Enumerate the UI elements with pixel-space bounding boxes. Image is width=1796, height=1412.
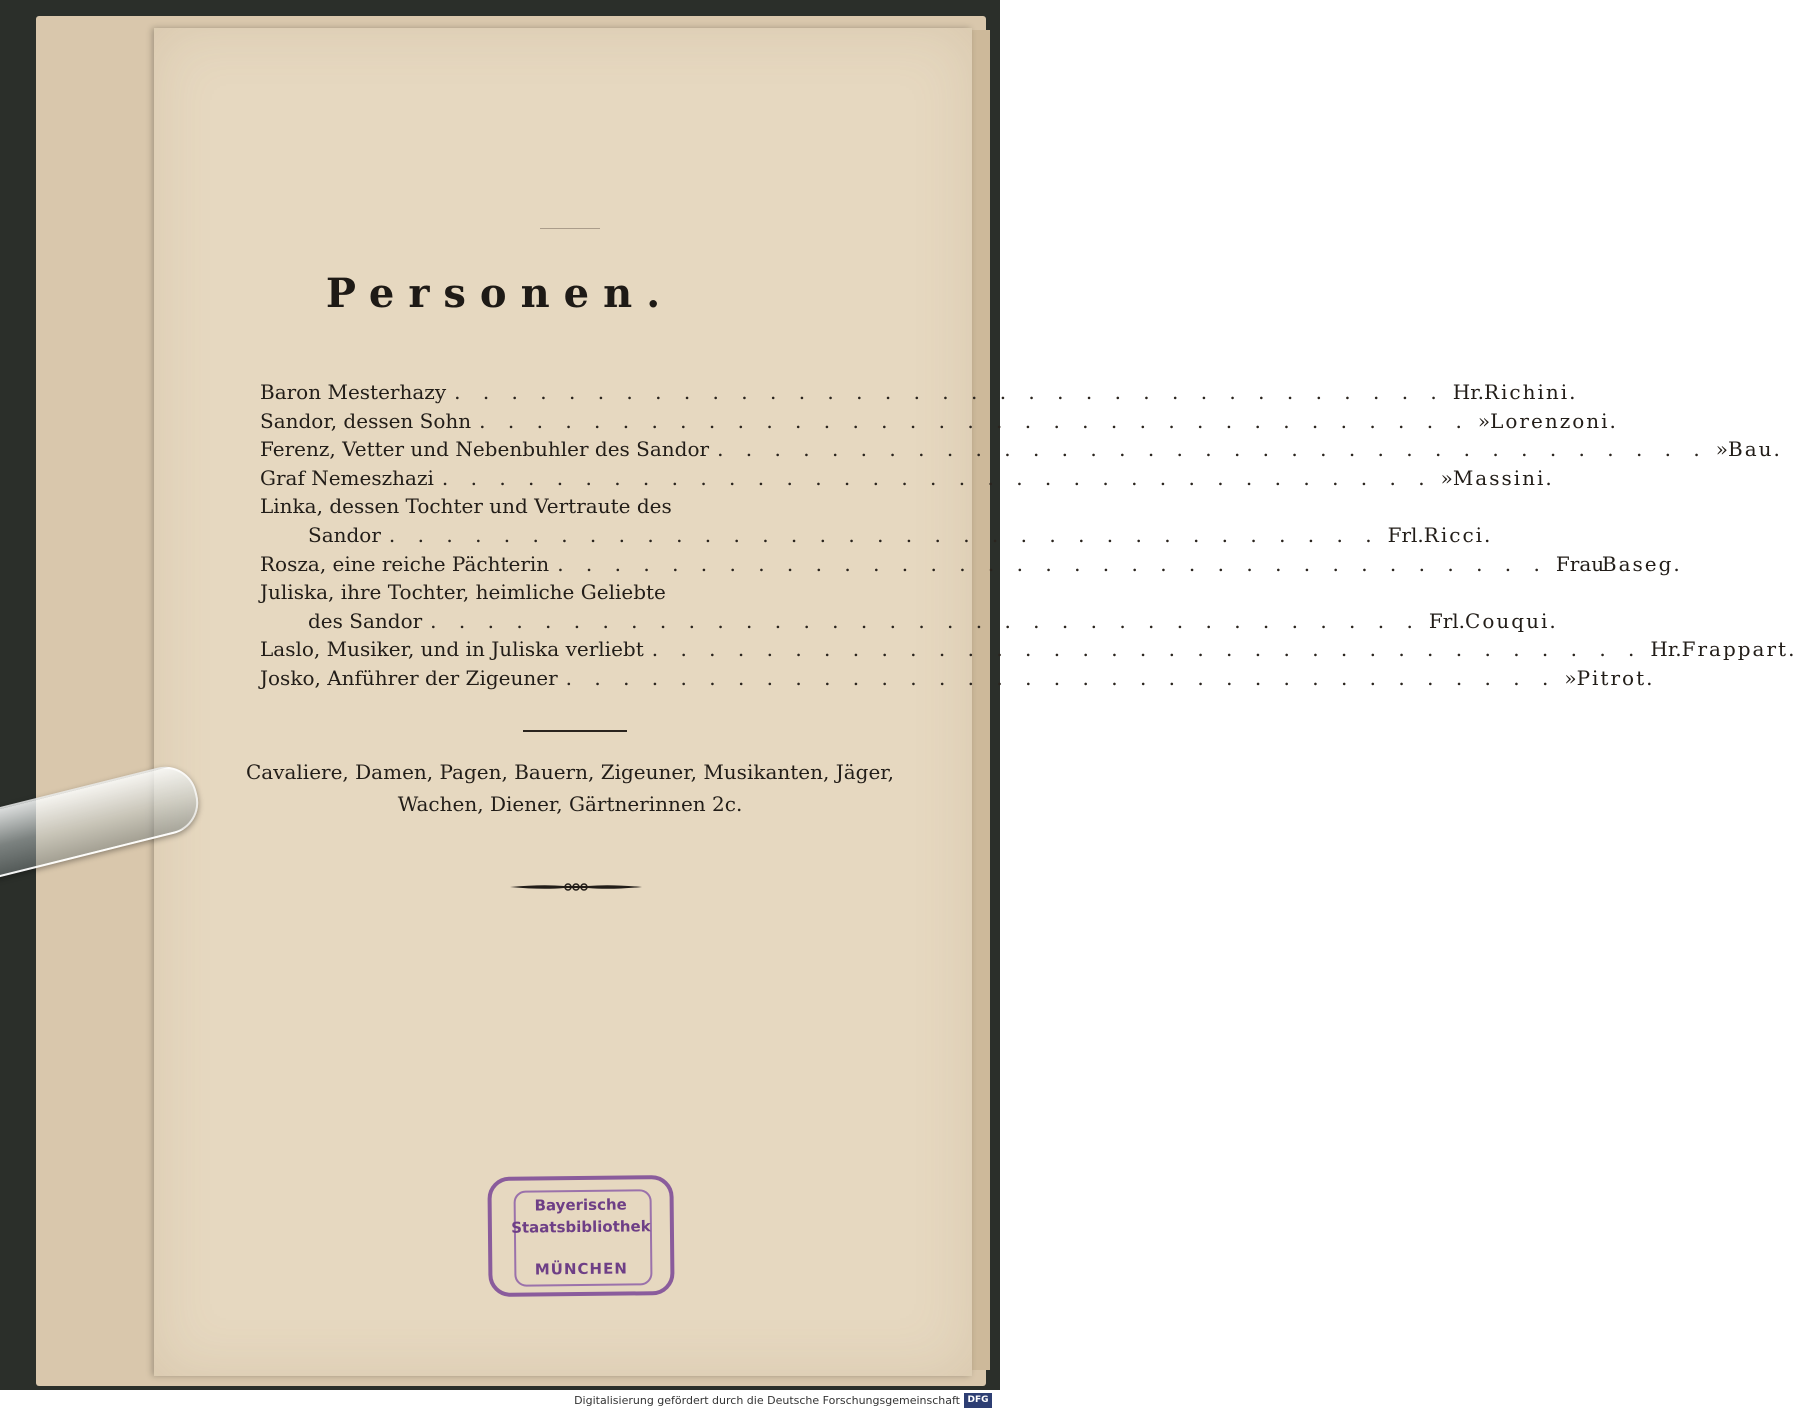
top-rule [540, 228, 600, 229]
dot-leader: . . . . . . . . . . . . . . . . . . . . . . . . . . . . . . . . . . . [557, 551, 1548, 576]
actor-name: Baseg. [1601, 551, 1682, 576]
dot-leader: . . . . . . . . . . . . . . . . . . . . . . . . . . . . . . . . . . . [430, 608, 1421, 633]
cast-row [260, 664, 1655, 693]
actor-title: Frau [1555, 551, 1605, 576]
actor-name: Bau. [1728, 437, 1782, 462]
cast-row [260, 578, 910, 607]
dot-leader: . . . . . . . . . . . . . . . . . . . . . . . . . . . . . . . . . . . [651, 637, 1643, 662]
cast-row [260, 635, 1796, 664]
cast-role: Josko, Anführer der Zigeuner [260, 665, 558, 690]
actor-title: » [1440, 465, 1453, 490]
cast-row [260, 521, 1493, 550]
cast-role: Ferenz, Vetter und Nebenbuhler des Sandor [260, 437, 710, 462]
cast-role: Sandor, dessen Sohn [260, 408, 472, 433]
actor-title: » [1477, 408, 1491, 433]
ornament-divider [508, 880, 644, 894]
actor-title: Frl. [1387, 522, 1424, 547]
cast-role: Rosza, eine reiche Pächterin [260, 551, 550, 576]
cast-row [260, 607, 1558, 636]
page-heading: Personen. [325, 270, 675, 317]
chorus-line-2: Wachen, Diener, Gärtnerinnen 2c. [397, 792, 743, 816]
cast-role: Juliska, ihre Tochter, heimliche Geliebte [260, 580, 666, 605]
stamp-line-3: MÜNCHEN [534, 1259, 628, 1279]
separator-rule [523, 730, 627, 732]
stamp-line-1: Bayerische [534, 1195, 627, 1215]
actor-title: Frl. [1428, 608, 1466, 633]
cast-row [260, 435, 1782, 464]
actor-title: » [1715, 437, 1729, 462]
dot-leader: . . . . . . . . . . . . . . . . . . . . . . . . . . . . . . . . . . . [565, 665, 1557, 690]
cast-row [260, 550, 1682, 579]
actor-title: Hr. [1650, 637, 1682, 662]
cast-row [260, 378, 1578, 407]
book-page [154, 28, 972, 1376]
cast-role-continuation: des Sandor [308, 608, 423, 633]
dot-leader: . . . . . . . . . . . . . . . . . . . . . . . . . . . . . . . . . . . [717, 437, 1708, 462]
dot-leader: . . . . . . . . . . . . . . . . . . . . . . . . . . . . . . . . . . . [388, 522, 1380, 547]
cast-role-continuation: Sandor [308, 522, 381, 547]
actor-title: » [1564, 665, 1577, 690]
chorus-list [200, 756, 940, 820]
cast-role: Laslo, Musiker, und in Juliska verliebt [260, 637, 644, 662]
cast-role: Baron Mesterhazy [260, 380, 447, 404]
chorus-line-1: Cavaliere, Damen, Pagen, Bauern, Zigeuner, Musikanten, Jäger, [245, 760, 895, 784]
cast-role: Graf Nemeszhazi [260, 465, 434, 490]
cast-row [260, 407, 1618, 436]
cast-row [260, 492, 910, 521]
footer-bar [0, 1390, 1000, 1412]
dot-leader: . . . . . . . . . . . . . . . . . . . . . . . . . . . . . . . . . . . [479, 408, 1470, 433]
actor-title: Hr. [1452, 380, 1484, 404]
page-edge [972, 30, 990, 1370]
footer-credit: Digitalisierung gefördert durch die Deutsche Forschungsgemeinschaft [574, 1394, 960, 1407]
library-stamp [487, 1175, 674, 1297]
actor-name: Frappart. [1681, 637, 1796, 662]
stamp-line-2: Staatsbibliothek [511, 1217, 651, 1237]
dot-leader: . . . . . . . . . . . . . . . . . . . . . . . . . . . . . . . . . . . [454, 380, 1445, 404]
actor-name: Pitrot. [1576, 665, 1655, 690]
cast-row [260, 464, 1554, 493]
actor-name: Lorenzoni. [1490, 408, 1618, 433]
actor-name: Richini. [1483, 380, 1578, 404]
actor-name: Ricci. [1423, 522, 1493, 547]
dot-leader: . . . . . . . . . . . . . . . . . . . . . . . . . . . . . . . . . . . [441, 465, 1433, 490]
cast-list [260, 378, 1796, 693]
dfg-logo-icon: DFG [964, 1393, 992, 1408]
actor-name: Couqui. [1465, 608, 1558, 633]
cast-role: Linka, dessen Tochter und Vertraute des [260, 494, 672, 519]
actor-name: Massini. [1452, 465, 1554, 490]
